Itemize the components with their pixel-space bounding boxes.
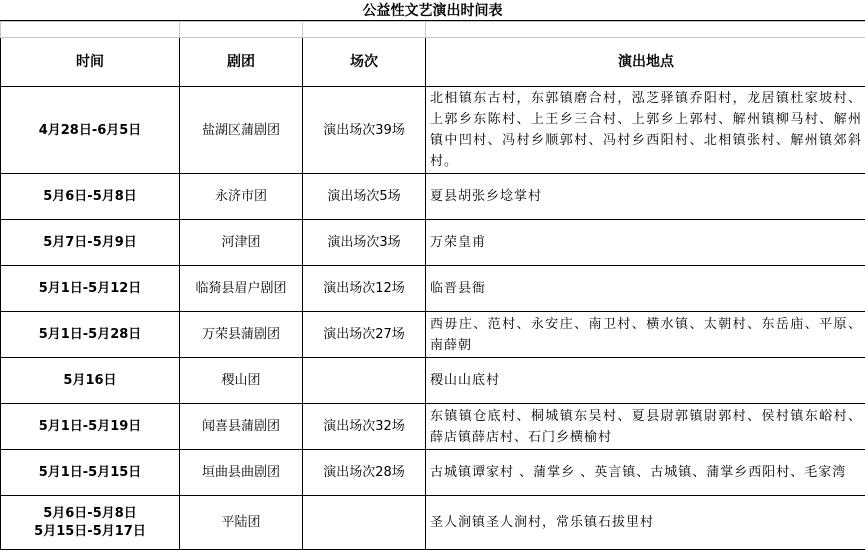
time-value: 5月6日-5月8日 xyxy=(5,505,175,523)
time-cell xyxy=(1,174,180,220)
count-cell: 演出场次3场 xyxy=(303,220,426,266)
count-cell: 演出场次27场 xyxy=(303,312,426,358)
time-value: 5月1日-5月28日 xyxy=(5,324,175,345)
table-row xyxy=(1,358,865,404)
page-title: 公益性文艺演出时间表 xyxy=(0,0,865,20)
troupe-cell: 闻喜县蒲剧团 xyxy=(180,404,303,450)
time-value: 5月1日-5月12日 xyxy=(5,278,175,299)
count-cell xyxy=(303,358,426,404)
time-value: 5月1日-5月15日 xyxy=(5,462,175,483)
time-value: 4月28日-6月5日 xyxy=(5,120,175,141)
count-cell: 演出场次5场 xyxy=(303,174,426,220)
count-cell: 演出场次32场 xyxy=(303,404,426,450)
spacer-cell xyxy=(426,22,865,38)
time-value: 5月7日-5月9日 xyxy=(5,232,175,253)
location-cell: 古城镇谭家村 、蒲掌乡 、英言镇、古城镇、蒲掌乡西阳村、毛家湾 xyxy=(426,450,865,496)
table-row xyxy=(1,404,865,450)
schedule-table xyxy=(0,21,865,550)
time-cell xyxy=(1,450,180,496)
header-troupe: 剧团 xyxy=(180,38,303,87)
header-count: 场次 xyxy=(303,38,426,87)
time-value: 5月16日 xyxy=(5,370,175,391)
troupe-cell: 万荣县蒲剧团 xyxy=(180,312,303,358)
time-value: 5月6日-5月8日 xyxy=(5,186,175,207)
troupe-cell: 河津团 xyxy=(180,220,303,266)
location-cell: 稷山山底村 xyxy=(426,358,865,404)
header-row xyxy=(1,38,865,87)
troupe-cell: 临猗县眉户剧团 xyxy=(180,266,303,312)
location-cell: 万荣皇甫 xyxy=(426,220,865,266)
count-cell xyxy=(303,496,426,550)
time-cell xyxy=(1,358,180,404)
troupe-cell: 盐湖区蒲剧团 xyxy=(180,87,303,174)
time-cell xyxy=(1,496,180,550)
spacer-row xyxy=(1,22,865,38)
table-row xyxy=(1,450,865,496)
location-cell: 北相镇东古村，东郭镇磨合村，泓芝驿镇乔阳村，龙居镇杜家坡村、上郭乡东陈村、上王乡三合村、上郭乡上郭村、解州镇柳马村、解州镇中凹村、冯村乡顺郭村、冯村乡西阳村、北相镇张村、解州镇郊斜村。 xyxy=(426,87,865,174)
count-cell: 演出场次39场 xyxy=(303,87,426,174)
table-row xyxy=(1,174,865,220)
troupe-cell: 平陆团 xyxy=(180,496,303,550)
troupe-cell: 垣曲县曲剧团 xyxy=(180,450,303,496)
time-cell xyxy=(1,87,180,174)
time-cell xyxy=(1,404,180,450)
time-cell xyxy=(1,220,180,266)
location-cell: 西毋庄、范村、永安庄、南卫村、横水镇、太朝村、东岳庙、平原、南薛朝 xyxy=(426,312,865,358)
table-row xyxy=(1,312,865,358)
spacer-cell xyxy=(180,22,303,38)
count-cell: 演出场次12场 xyxy=(303,266,426,312)
location-cell: 圣人涧镇圣人涧村，常乐镇石拔里村 xyxy=(426,496,865,550)
schedule-sheet xyxy=(0,20,865,541)
location-cell: 东镇镇仓底村、桐城镇东吴村、夏县尉郭镇尉郭村、侯村镇东峪村、薛店镇薛店村、石门乡横榆村 xyxy=(426,404,865,450)
time-value: 5月15日-5月17日 xyxy=(5,523,175,541)
time-cell xyxy=(1,312,180,358)
header-location: 演出地点 xyxy=(426,38,865,87)
location-cell: 临晋县衙 xyxy=(426,266,865,312)
location-cell: 夏县胡张乡埝掌村 xyxy=(426,174,865,220)
troupe-cell: 永济市团 xyxy=(180,174,303,220)
spacer-cell xyxy=(1,22,180,38)
spacer-cell xyxy=(303,22,426,38)
table-row xyxy=(1,496,865,550)
time-value: 5月1日-5月19日 xyxy=(5,416,175,437)
table-row xyxy=(1,266,865,312)
table-row xyxy=(1,87,865,174)
troupe-cell: 稷山团 xyxy=(180,358,303,404)
header-time: 时间 xyxy=(1,38,180,87)
time-cell xyxy=(1,266,180,312)
count-cell: 演出场次28场 xyxy=(303,450,426,496)
table-row xyxy=(1,220,865,266)
